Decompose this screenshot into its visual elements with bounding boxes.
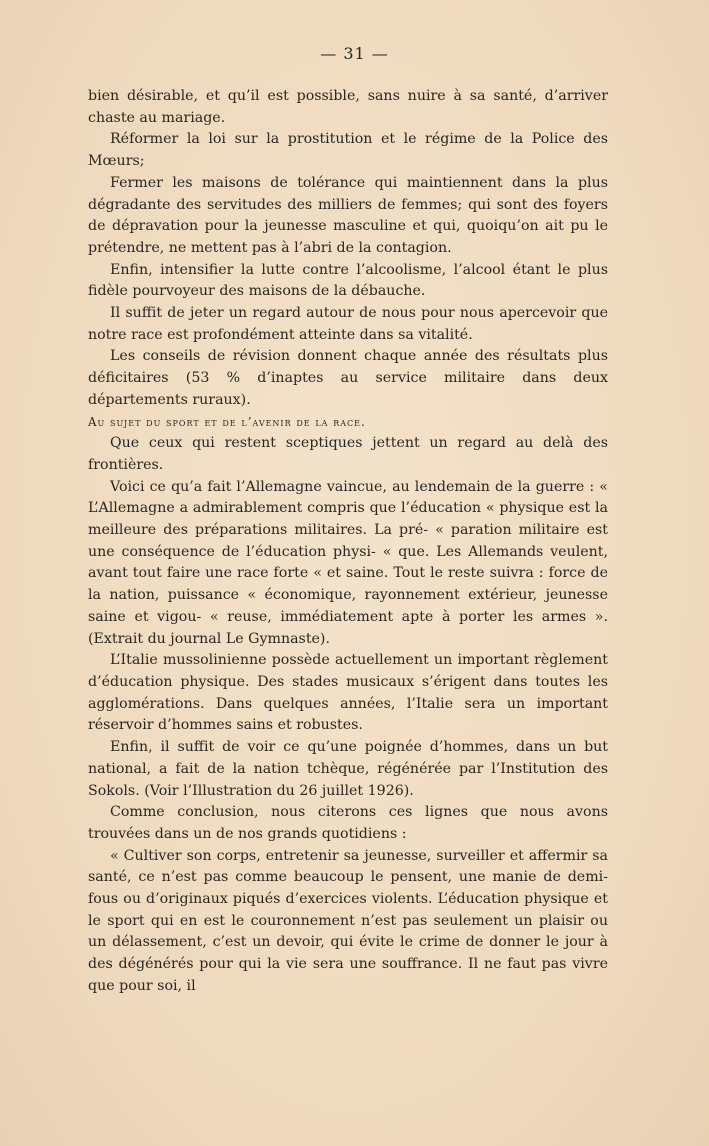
paragraph-5: Il suffit de jeter un regard autour de nous pour nous apercevoir que notre race est profondément atteinte dans sa vitalité. xyxy=(88,305,608,343)
paragraph-12: « Cultiver son corps, entretenir sa jeunesse, surveiller et affermir sa santé, ce n’est pas comme beaucoup le pensent, une manie de demi-fous ou d’originaux piqués d’exercices violents. L’éducation physique et le sport qui en est le couronnement n’est pas seulement un plaisir ou un délassement, c’est un devoir, qui évite le crime de donner le jour à des dégénérés pour qui la vie sera une souffrance. Il ne faut pas vivre que pour soi, il xyxy=(88,847,608,994)
paragraph-10: Enfin, il suffit de voir ce qu’une poignée d’hommes, dans un but national, a fait de la nation tchèque, régénérée par l’Institution des Sokols. (Voir l’Illustration du 26 juillet 1926). xyxy=(88,739,608,799)
paragraph-3: Fermer les maisons de tolérance qui maintiennent dans la plus dégradante des servitudes des milliers de femmes; qui sont des foyers de dépravation pour la jeunesse masculine et qui, quoiqu’on ait pu le prétendre, ne mettent pas à l’abri de la contagion. xyxy=(88,174,608,256)
paragraph-4: Enfin, intensifier la lutte contre l’alcoolisme, l’alcool étant le plus fidèle pourvoyeur des maisons de la débauche. xyxy=(88,261,608,300)
paragraph-8: Voici ce qu’a fait l’Allemagne vaincue, au lendemain de la guerre : « L’Allemagne a admirablement compris que l’éducation « physique est la meilleure des préparations militaires. La pré- « paration militaire est une conséquence de l’éducation physi- « que. Les Allemands veulent, avant tout faire une race forte « et saine. Tout le reste suivra : force de la nation, puissance « économique, rayonnement extérieur, jeunesse saine et vigou- « reuse, immédiatement apte à porter les armes ». (Extrait du journal Le Gymnaste). xyxy=(88,478,608,647)
paragraph-2: Réformer la loi sur la prostitution et le régime de la Police des Mœurs; xyxy=(88,131,608,170)
paragraph-7: Que ceux qui restent sceptiques jettent un regard au delà des frontières. xyxy=(88,435,608,473)
paragraph-9: L’Italie mussolinienne possède actuellement un important règlement d’éducation physique. Des stades musicaux s’érigent dans toutes les agglomérations. Dans quelques années, l’Italie sera un important réservoir d’hommes sains et robustes. xyxy=(88,652,608,734)
paragraph-11: Comme conclusion, nous citerons ces lignes que nous avons trouvées dans un de nos grands quotidiens : xyxy=(88,804,608,842)
paragraph-6: Les conseils de révision donnent chaque année des résultats plus déficitaires (53 % d’inaptes au service militaire dans deux départements ruraux). xyxy=(88,348,608,408)
page-number: — 31 — xyxy=(320,44,389,63)
paragraph-1: bien désirable, et qu’il est possible, sans nuire à sa santé, d’arriver chaste au mariage. xyxy=(88,88,608,126)
page-text xyxy=(88,86,608,998)
section-heading: Au sujet du sport et de l’avenir de la race. xyxy=(88,414,366,429)
